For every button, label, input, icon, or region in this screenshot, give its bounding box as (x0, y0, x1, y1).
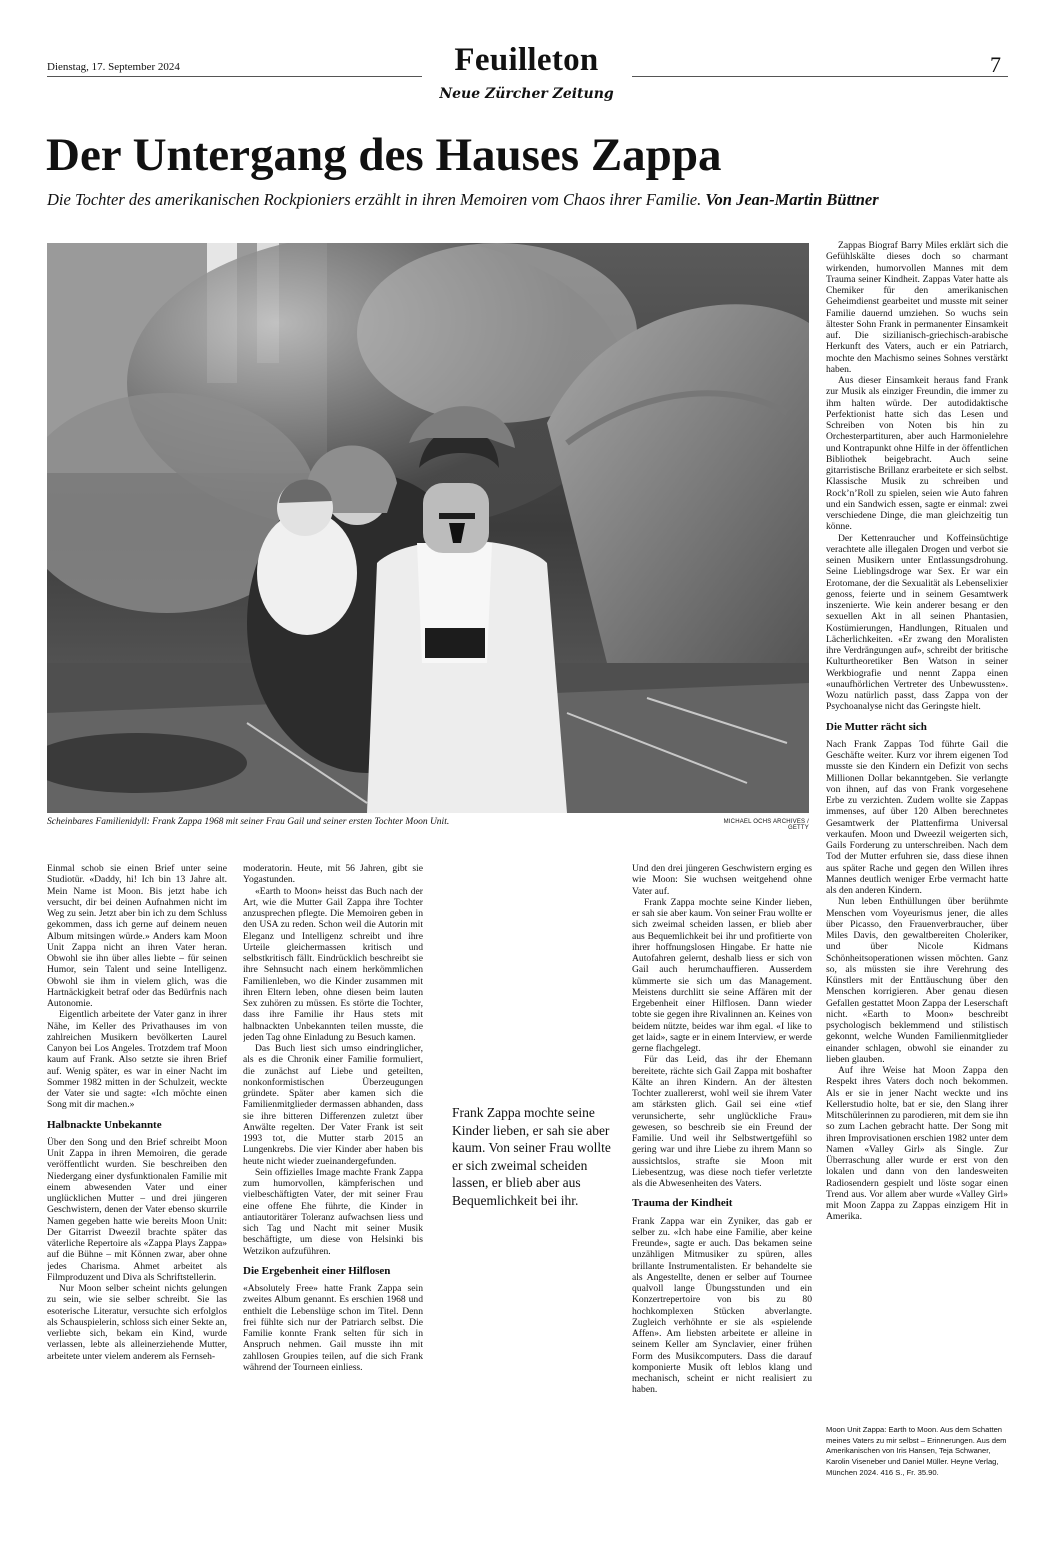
pull-quote: Frank Zappa mochte seine Kinder lieben, er sah sie aber kaum. Von seiner Frau wollte er sich zweimal scheiden lassen, er blieb aber aus Bequemlichkeit bei ihr. (452, 1105, 611, 1208)
headline: Der Untergang des Hauses Zappa (46, 129, 722, 181)
paragraph: Aus dieser Einsamkeit heraus fand Frank zur Musik als einziger Freundin, die immer zu ihm halten würde. Der autodidaktische Perfektionist hatte sich das Lesen und Schreiben von Noten bis hin zu Orchesterpartituren, aber auch Harmonielehre und Kontrapunkt ohne Hilfe in der öffentlichen Bibliothek beigebracht. Auch seine gitarristische Brillanz erarbeitete er sich selbst. Klassische Musik zu schreiben und Rock’n’Roll zu spielen, seien wie Auto fahren und ein Sandwich essen, sagte er einmal: zwei verschiedene Dinge, die man gleichzeitig tun könne. (826, 375, 1008, 533)
paragraph: Und den drei jüngeren Geschwistern erging es wie Moon: Sie wuchsen weitgehend ohne Vater auf. (632, 863, 812, 897)
photo-illustration (47, 243, 809, 813)
paragraph: «Earth to Moon» heisst das Buch nach der Art, wie die Mutter Gail Zappa ihre Tochter anzusprechen pflegte. Die Memoiren geben in den USA zu reden. Schon weil die Autorin mit Eleganz und Intelligenz schreibt und ihre Urteile gleichermassen kritisch und selbstkritisch fällt. Eindrücklich beschreibt sie ihre Sehnsucht nach einem herkömmlichen Familienleben, wo die Kinder zusammen mit ihren Eltern leben, ohne diesen beim lauten Sex zuhören zu müssen. Es störte die Tochter, dass ihre Familie ihr Haus stets mit halbnackten Unbekannten teilen musste, die jeden Tag ohne Einladung zu Besuch kamen. (243, 885, 423, 1043)
subline-text: Die Tochter des amerikanischen Rockpioniers erzählt in ihren Memoiren vom Chaos ihrer Familie. (47, 190, 702, 209)
article-column-4 (632, 863, 812, 1493)
paragraph: Sein offizielles Image machte Frank Zappa zum humorvollen, kämpferischen und vielbeschäftigten Vater, der mit seiner Frau eine offene Ehe führte, die Kinder in antiautoritärer Toleranz aufwachsen liess und sich Tag und Nacht mit seiner Musik beschäftigte, um diese von Helsinki bis Wetzikon aufzuführen. (243, 1166, 423, 1257)
paragraph: Für das Leid, das ihr der Ehemann bereitete, rächte sich Gail Zappa mit boshafter Kälte an ihren Kindern. An der ältesten Tochter zuallererst, wohl weil sie ihrem Vater am stärksten glich. Gail sei eine «tief verunsicherte, sehr unglückliche Frau» gewesen, so beschreib sie ein Freund der Familie. Und weil ihr Selbstwertgefühl so gering war und ihre Liebe zu ihrem Mann so aussichtslos, strafte sie Moon mit Liebesentzug, was diese noch tiefer verletzte als die Abwesenheiten des Vaters. (632, 1054, 812, 1189)
page-number: 7 (990, 52, 1001, 77)
paragraph: Frank Zappa war ein Zyniker, das gab er selber zu. «Ich habe eine Familie, aber keine Freunde», sagte er auch. Das bekamen seine unzähligen Mitmusiker zu spüren, alles brillante Instrumentalisten. Er behandelte sie als Angestellte, denen er selber auf Tournee qualvoll lange Übungsstunden und ein Konzertrepertoire von bis zu 80 hochkomplexen Stücken abverlangte. Zugleich verhöhnte er sie als «spielende Affen». Am liebsten arbeitete er alleine in seinem Keller am Synclavier, einer frühen Form des Musikcomputers. Dass die darauf komponierte Musik oft leblos klang und mechanisch, scheint er nicht realisiert zu haben. (632, 1215, 812, 1396)
byline: Von Jean-Martin Büttner (705, 190, 879, 209)
section-title: Feuilleton (454, 42, 599, 78)
paragraph: Eigentlich arbeitete der Vater ganz in ihrer Nähe, im Keller des Privathauses im von zahlreichen Musikern bevölkerten Laurel Canyon bei Los Angeles. Trotzdem traf Moon kaum auf Frank. Also setzte sie ihren Brief auf. Wenig später, es war in einer Nacht im Sommer 1982 mitten in der Schulzeit, weckte der Vater sie und sagte: «Ich möchte einen Song mit dir machen.» (47, 1009, 227, 1111)
subheading: Halbnackte Unbekannte (47, 1118, 162, 1131)
paragraph: moderatorin. Heute, mit 56 Jahren, gibt sie Yogastunden. (243, 863, 423, 886)
article-photo (47, 243, 809, 813)
paragraph: Der Kettenraucher und Koffeinsüchtige verachtete alle illegalen Drogen und verbot sie seinen Musikern unter Entlassungsdrohung. Seine Lieblingsdroge war Sex. Er war ein Erotomane, der die Sexualität als Lebenselixier genoss, feierte und in seinem Gesamtwerk inszenierte. Wie kein anderer besang er den sexuellen Akt in all seinen Phantasien, Kostümierungen, Handlungen, Ritualen und Lächerlichkeiten. «Er zwang den Moralisten ihre Verdrängungen auf», schreibt der britische Kulturtheoretiker Ben Watson in seiner Werkbiografie und nennt Zappa einen «unaufhörlichen Vertreter des Unbewussten». Wozu natürlich passt, dass Zappa von der Psychoanalyse nicht das Geringste hielt. (826, 532, 1008, 713)
article-column-1 (47, 863, 227, 1493)
subline (47, 190, 879, 210)
paragraph: Nun leben Enthüllungen über berühmte Menschen vom Voyeurismus jener, die alles über Picasso, den Frauenverbraucher, über Miles Davis, den gewaltbereiten Choleriker, und über Nicole Kidmans Schönheitsoperationen wissen möchten. Ganz so, als müssten sie ihre Verehrung des Künstlers mit der Enttäuschung über den Menschen korrigieren. Aber genau diesen Gefallen gestattet Moon Zappa der Leserschaft nicht. «Earth to Moon» beschreibt psychologisch beklemmend und stilistisch gekonnt, welche Wunden Familienmitglieder einander schlagen, obwohl sie einander zu lieben glauben. (826, 896, 1008, 1065)
photo-credit: MICHAEL OCHS ARCHIVES / GETTY (723, 819, 809, 831)
paragraph: Über den Song und den Brief schreibt Moon Unit Zappa in ihren Memoiren, die gerade veröffentlicht wurden. Sie beschreiben den Niedergang einer dysfunktionalen Familie mit einem abwesenden Vater und einer unglücklichen Mutter – und drei jüngeren Geschwistern, denen der Vater ebenso skurrile Namen gegeben hatte wie bereits Moon Unit: Der Gitarrist Dweezil brachte später das väterliche Repertoire als «Zappa Plays Zappa» auf die Bühne – mit Können zwar, aber ohne jedes Charisma. Ahmet arbeitet als Filmproduzent und Diva als Schriftstellerin. (47, 1136, 227, 1283)
photo-caption: Scheinbares Familienidyll: Frank Zappa 1968 mit seiner Frau Gail und seiner ersten Tochter Moon Unit. (47, 817, 450, 827)
paragraph: Nach Frank Zappas Tod führte Gail die Geschäfte weiter. Kurz vor ihrem eigenen Tod musste sie den Kindern ein Defizit von sechs Millionen Dollar bekanntgeben. Sie verlangte von ihnen, auf das von Frank vorgesehene Erbe zu verzichten. Zudem wollte sie Zappas immenses, auf über 120 Alben berechnetes Gesamtwerk der Plattenfirma Universal verkaufen. Moon und Dweezil weigerten sich, Gails Forderung zu unterschreiben. Nach dem Tod der Mutter erfuhren sie, dass diese ihnen aus später Rache und gegen den Willen ihres Mannes deutlich weniger Erbe vermacht hatte als den anderen Kindern. (826, 738, 1008, 896)
article-column-2 (243, 863, 423, 1493)
paragraph: Zappas Biograf Barry Miles erklärt sich die Gefühlskälte dieses doch so charmant wirkenden, humorvollen Mannes mit dem Trauma seiner Kindheit. Zappas Vater hatte als Chemiker für den amerikanischen Geheimdienst gearbeitet und musste mit seiner Familie dauernd umziehen. So wuchs sein ältester Sohn Frank in permanenter Einsamkeit auf. Die sizilianisch-griechisch-arabische Herkunft des Vaters, auch er ein Patriarch, mochte den Machismo seines Sohnes verstärkt haben. (826, 240, 1008, 375)
article-column-5 (826, 240, 1008, 1420)
subheading: Die Ergebenheit einer Hilflosen (243, 1264, 391, 1277)
paragraph: Nur Moon selber scheint nichts gelungen zu sein, wie sie selber schreibt. Sie las esoterische Literatur, versuchte sich erfolglos als Schauspielerin, schloss sich einer Sekte an, verliebte sich, bekam ein Kind, wurde verlassen, lebte als alleinerziehende Mutter, arbeitete unter vielem anderem als Fernseh- (47, 1283, 227, 1362)
subheading: Die Mutter rächt sich (826, 720, 927, 733)
issue-date: Dienstag, 17. September 2024 (47, 61, 180, 73)
paragraph: «Absolutely Free» hatte Frank Zappa sein zweites Album genannt. Es erschien 1968 und enthielt die Lebenslüge schon im Titel. Denn frei fühlte sich nur der Patriarch selbst. Die Familie konnte Frank selten für sich in Anspruch nehmen. Gail musste ihn mit zahllosen Groupies teilen, auf die sich Frank während der Tourneen einliess. (243, 1283, 423, 1373)
subheading: Trauma der Kindheit (632, 1197, 733, 1210)
masthead-logo: Neue Zürcher Zeitung (439, 86, 614, 102)
paragraph: Einmal schob sie einen Brief unter seine Studiotür. «Daddy, hi! Ich bin 13 Jahre alt. Mein Name ist Moon. Bis jetzt habe ich versucht, dir bei deinen Aufnahmen nicht im Weg zu sein. Jetzt aber bin ich zu dem Schluss gekommen, dass ich gerne auf deinem neuen Album mitsingen würde.» Anders kam Moon Unit Zappa nicht an ihren Vater heran. Obwohl sie ihn über alles liebte – für seinen Humor, sein Talent und seine Intelligenz. Obwohl sie ihm in vielem glich, was die Hartnäckigkeit betraf oder das Bedürfnis nach Autonomie. (47, 863, 227, 1009)
paragraph: Auf ihre Weise hat Moon Zappa den Respekt ihres Vaters doch noch bekommen. Als er sie in jener Nacht weckte und ins Kellerstudio holte, bat er sie, den Slang ihrer Mitschülerinnen zu parodieren, mit dem sie ihn so zum Lachen gebracht hatte. Der Song mit ihren Improvisationen erschien 1982 unter dem Namen «Valley Girl» als Single. Zur Überraschung aller wurde er erst von den lokalen und dann von den landesweiten Radiosendern gespielt und löste sogar einen Trend aus. Vor allem aber wurde «Valley Girl» mit Moon Zappa zu Zappas einzigem Hit in Amerika. (826, 1065, 1008, 1223)
paragraph: Das Buch liest sich umso eindringlicher, als es die Chronik einer Familie formuliert, die zunächst auf Liebe und geteilten, nonkonformistischen Überzeugungen gründete. Später aber kamen sich die Familienmitglieder dermassen abhanden, dass sie ihre bitteren Differenzen zuletzt über Anwälte regelten. Der Vater Frank ist seit 1993 tot, die Mutter starb 2015 an Lungenkrebs. Die vier Kinder aber haben bis heute nicht wieder zueinandergefunden. (243, 1043, 423, 1167)
paragraph: Frank Zappa mochte seine Kinder lieben, er sah sie aber kaum. Von seiner Frau wollte er sich zweimal scheiden lassen, er blieb aber aus Bequemlichkeit bei ihr und profitierte von ihrer hoffnungslosen Hingabe. Er hatte nie Autofahren gelernt, deshalb liess er sich von Gail auch herumchauffieren. Ausserdem kümmerte sie sich um das Management. Meistens durchlitt sie seine Affären mit der Ergebenheit einer Hilflosen. Dann wieder tobte sie gegen ihre Rivalinnen an. Keines von beidem nützte, beides war ihm egal. «I like to get laid», sagte er in einem Interview, er werde gerne flachgelegt. (632, 896, 812, 1054)
book-info: Moon Unit Zappa: Earth to Moon. Aus dem Schatten meines Vaters zu mir selbst – Erinnerungen. Aus dem Amerikanischen von Iris Hansen, Teja Schwaner, Karolin Viseneber und Daniel Müller. Heyne Verlag, München 2024. 416 S., Fr. 35.90. (826, 1425, 1007, 1477)
